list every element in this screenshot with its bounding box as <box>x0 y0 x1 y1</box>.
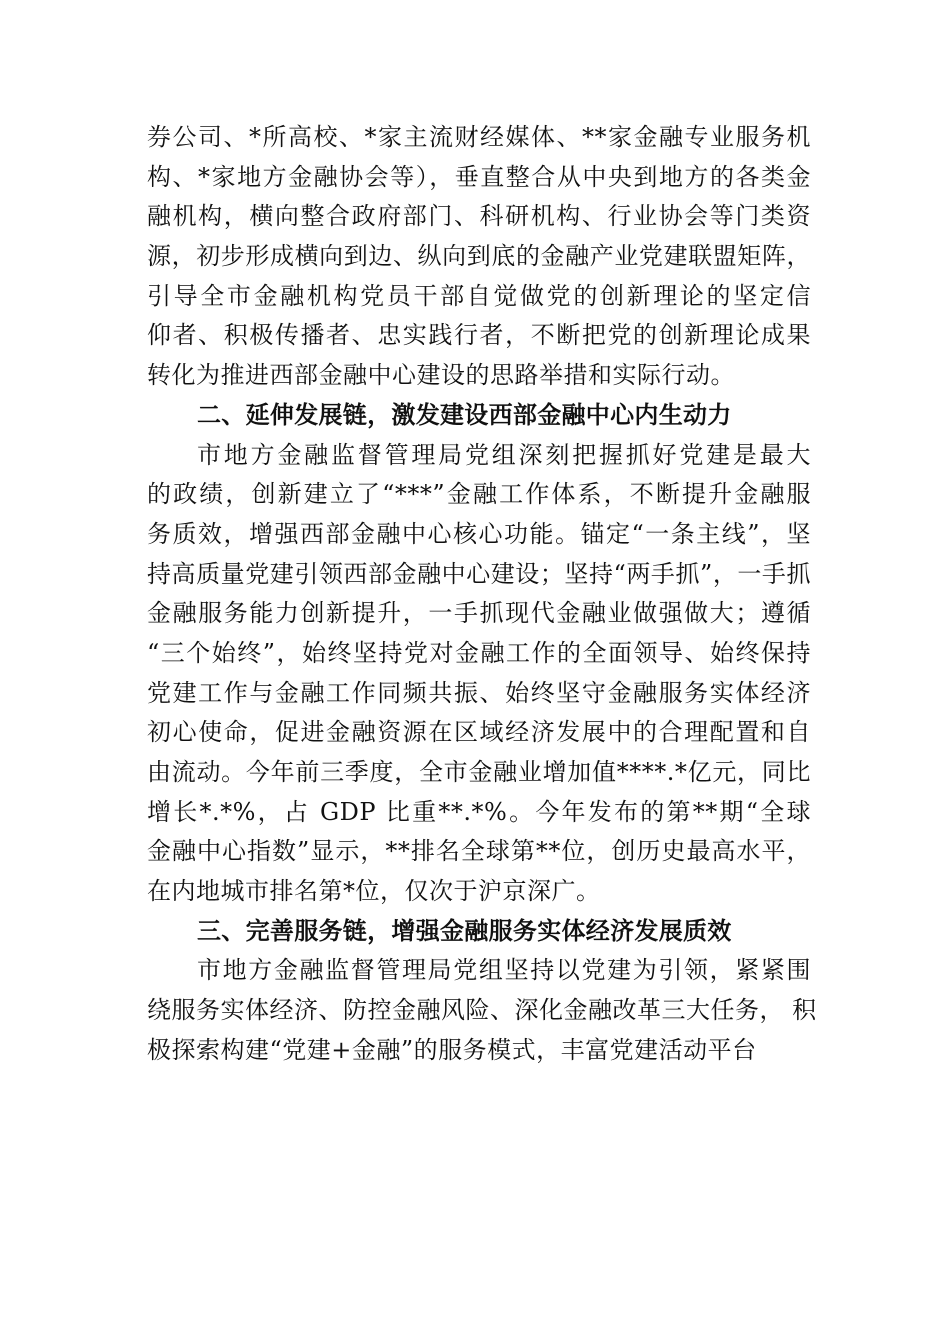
paragraph-line: 融机构，横向整合政府部门、科研机构、行业协会等门类资 <box>147 202 811 231</box>
paragraph-line: 转化为推进西部金融中心建设的思路举措和实际行动。 <box>147 361 735 390</box>
paragraph-line: 金融服务能力创新提升，一手抓现代金融业做强做大；遵循 <box>147 599 811 628</box>
paragraph-line: 市地方金融监督管理局党组坚持以党建为引领，紧紧围 <box>197 956 811 985</box>
paragraph-line: 增长*.*%，占 GDP 比重**.*%。今年发布的第**期“全球 <box>147 797 811 826</box>
paragraph-line: 由流动。今年前三季度，全市金融业增加值****.*亿元，同比 <box>147 758 811 786</box>
paragraph-line: 极探索构建“党建+金融”的服务模式，丰富党建活动平台 <box>147 1035 757 1064</box>
paragraph-line: 市地方金融监督管理局党组深刻把握抓好党建是最大 <box>197 440 811 469</box>
document-body <box>147 118 817 1071</box>
paragraph-line: “三个始终”，始终坚持党对金融工作的全面领导、始终保持 <box>147 638 811 667</box>
paragraph-line: 引导全市金融机构党员干部自觉做党的创新理论的坚定信 <box>147 281 811 310</box>
paragraph-line: 初心使命，促进金融资源在区域经济发展中的合理配置和自 <box>147 718 811 747</box>
section-heading-3: 三、完善服务链，增强金融服务实体经济发展质效 <box>197 916 732 945</box>
paragraph-line: 党建工作与金融工作同频共振、始终坚守金融服务实体经济 <box>147 678 811 707</box>
paragraph-line: 金融中心指数”显示，**排名全球第**位，创历史最高水平， <box>147 837 811 866</box>
paragraph-line: 持高质量党建引领西部金融中心建设；坚持“两手抓”，一手抓 <box>147 559 811 588</box>
paragraph-line: 绕服务实体经济、防控金融风险、深化金融改革三大任务， 积 <box>147 996 817 1025</box>
paragraph-line: 构、*家地方金融协会等），垂直整合从中央到地方的各类金 <box>147 162 811 191</box>
section-heading-2: 二、延伸发展链，激发建设西部金融中心内生动力 <box>197 400 732 429</box>
paragraph-line: 券公司、*所高校、*家主流财经媒体、**家金融专业服务机 <box>147 123 811 151</box>
paragraph-line: 仰者、积极传播者、忠实践行者，不断把党的创新理论成果 <box>147 321 811 350</box>
paragraph-line: 源，初步形成横向到边、纵向到底的金融产业党建联盟矩阵， <box>147 242 811 271</box>
paragraph-line: 在内地城市排名第*位，仅次于沪京深广。 <box>147 877 601 906</box>
paragraph-line: 的政绩，创新建立了“***”金融工作体系，不断提升金融服 <box>147 480 811 509</box>
paragraph-line: 务质效，增强西部金融中心核心功能。锚定“一条主线”，坚 <box>147 519 811 548</box>
